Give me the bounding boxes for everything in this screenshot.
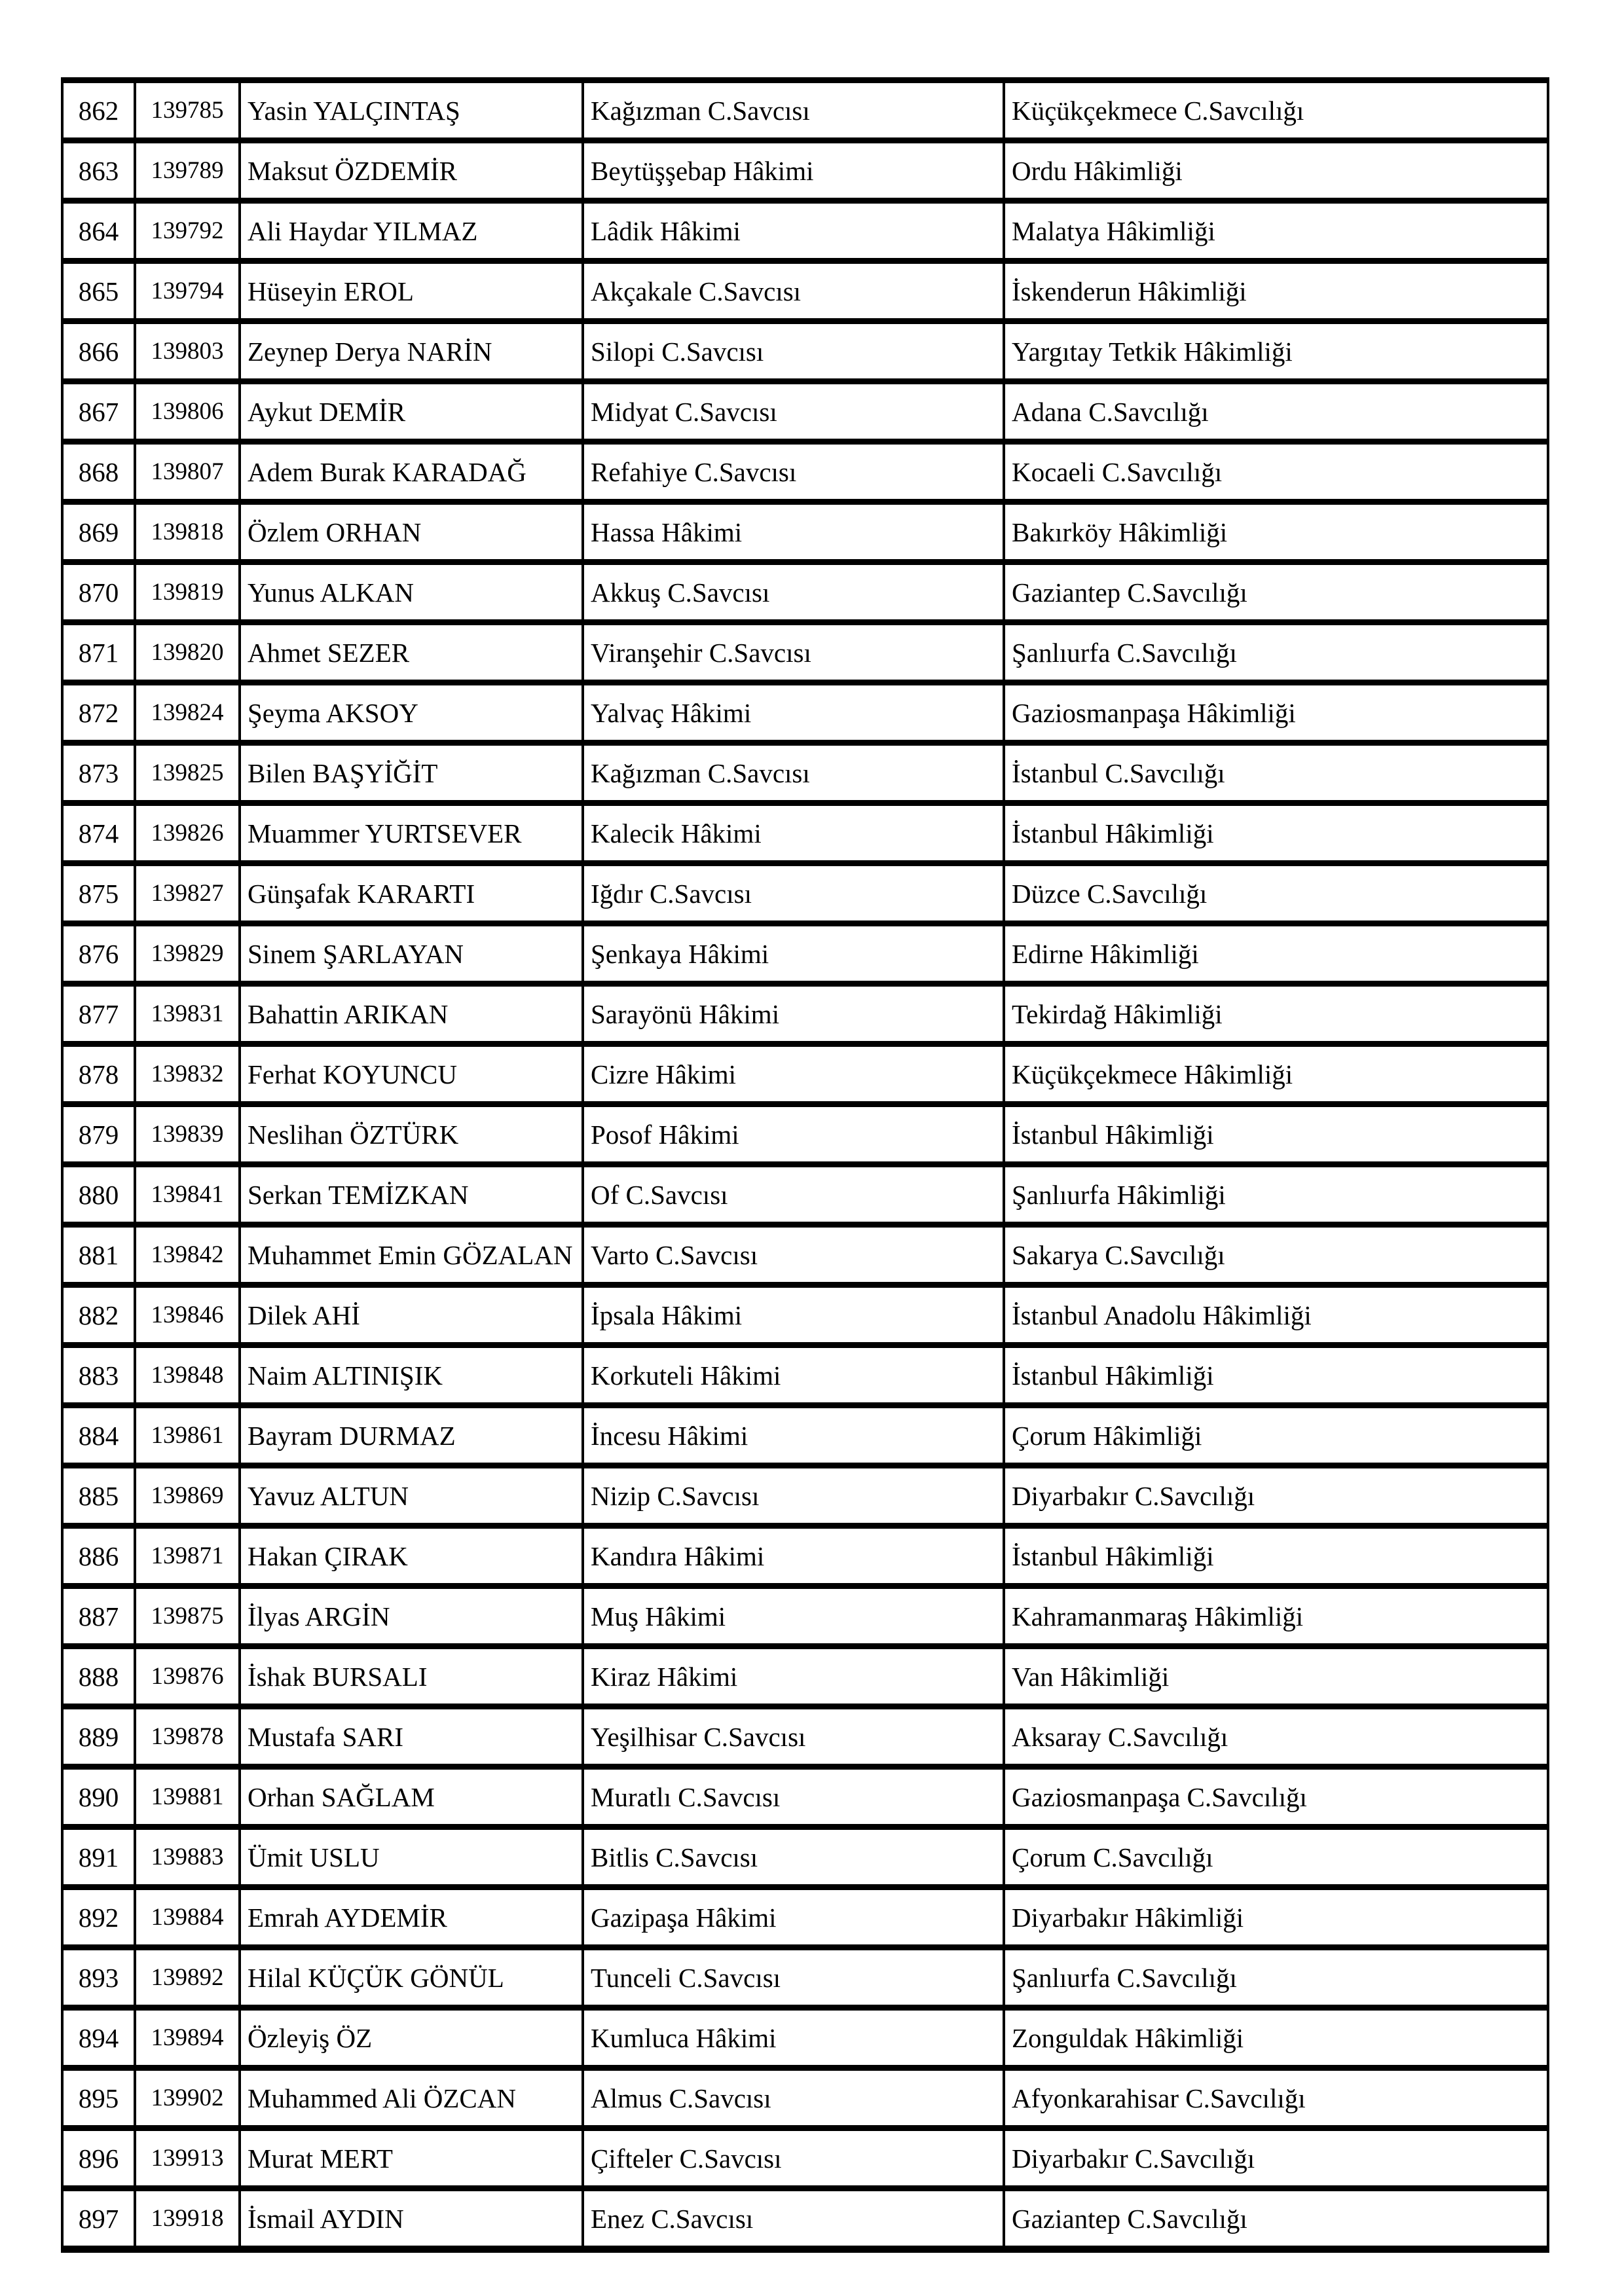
table-row	[62, 2008, 1548, 2068]
current-position: Iğdır C.Savcısı	[583, 864, 1004, 924]
current-position: Çifteler C.Savcısı	[583, 2128, 1004, 2189]
registry-number: 139825	[135, 743, 240, 803]
assignment-table	[61, 77, 1549, 2253]
new-assignment: İstanbul Hâkimliği	[1004, 803, 1548, 864]
new-assignment: Küçükçekmece C.Savcılığı	[1004, 81, 1548, 141]
table-row	[62, 803, 1548, 864]
new-assignment: Malatya Hâkimliği	[1004, 201, 1548, 261]
new-assignment: Van Hâkimliği	[1004, 1647, 1548, 1707]
person-name: Adem Burak KARADAĞ	[240, 442, 583, 502]
registry-number: 139861	[135, 1406, 240, 1466]
registry-number: 139826	[135, 803, 240, 864]
person-name: Muhammet Emin GÖZALAN	[240, 1225, 583, 1285]
current-position: Silopi C.Savcısı	[583, 321, 1004, 382]
table-row	[62, 81, 1548, 141]
person-name: Maksut ÖZDEMİR	[240, 141, 583, 201]
row-number: 893	[62, 1948, 135, 2008]
registry-number: 139827	[135, 864, 240, 924]
person-name: Bilen BAŞYİĞİT	[240, 743, 583, 803]
person-name: İshak BURSALI	[240, 1647, 583, 1707]
person-name: Sinem ŞARLAYAN	[240, 924, 583, 984]
current-position: Kalecik Hâkimi	[583, 803, 1004, 864]
table-row	[62, 623, 1548, 683]
table-row	[62, 2068, 1548, 2128]
row-number: 876	[62, 924, 135, 984]
registry-number: 139894	[135, 2008, 240, 2068]
current-position: Posof Hâkimi	[583, 1104, 1004, 1165]
table-row	[62, 321, 1548, 382]
row-number: 887	[62, 1586, 135, 1647]
row-number: 885	[62, 1466, 135, 1526]
current-position: Varto C.Savcısı	[583, 1225, 1004, 1285]
current-position: Hassa Hâkimi	[583, 502, 1004, 562]
table-row	[62, 382, 1548, 442]
row-number: 892	[62, 1887, 135, 1948]
row-number: 873	[62, 743, 135, 803]
table-row	[62, 924, 1548, 984]
table-row	[62, 2128, 1548, 2189]
registry-number: 139892	[135, 1948, 240, 2008]
person-name: Hakan ÇIRAK	[240, 1526, 583, 1586]
person-name: Yunus ALKAN	[240, 562, 583, 623]
person-name: Bayram DURMAZ	[240, 1406, 583, 1466]
current-position: Akkuş C.Savcısı	[583, 562, 1004, 623]
table-row	[62, 1044, 1548, 1104]
new-assignment: Gaziosmanpaşa Hâkimliği	[1004, 683, 1548, 743]
registry-number: 139789	[135, 141, 240, 201]
person-name: Dilek AHİ	[240, 1285, 583, 1345]
person-name: Muhammed Ali ÖZCAN	[240, 2068, 583, 2128]
new-assignment: Şanlıurfa Hâkimliği	[1004, 1165, 1548, 1225]
current-position: Yalvaç Hâkimi	[583, 683, 1004, 743]
current-position: Kağızman C.Savcısı	[583, 743, 1004, 803]
new-assignment: Yargıtay Tetkik Hâkimliği	[1004, 321, 1548, 382]
registry-number: 139842	[135, 1225, 240, 1285]
registry-number: 139785	[135, 81, 240, 141]
registry-number: 139841	[135, 1165, 240, 1225]
registry-number: 139831	[135, 984, 240, 1044]
row-number: 882	[62, 1285, 135, 1345]
row-number: 869	[62, 502, 135, 562]
new-assignment: İskenderun Hâkimliği	[1004, 261, 1548, 321]
table-row	[62, 1887, 1548, 1948]
row-number: 865	[62, 261, 135, 321]
person-name: Hüseyin EROL	[240, 261, 583, 321]
current-position: Refahiye C.Savcısı	[583, 442, 1004, 502]
registry-number: 139848	[135, 1345, 240, 1406]
person-name: Ferhat KOYUNCU	[240, 1044, 583, 1104]
new-assignment: Diyarbakır Hâkimliği	[1004, 1887, 1548, 1948]
current-position: Sarayönü Hâkimi	[583, 984, 1004, 1044]
row-number: 888	[62, 1647, 135, 1707]
person-name: Yavuz ALTUN	[240, 1466, 583, 1526]
registry-number: 139832	[135, 1044, 240, 1104]
new-assignment: İstanbul Hâkimliği	[1004, 1104, 1548, 1165]
registry-number: 139846	[135, 1285, 240, 1345]
current-position: Cizre Hâkimi	[583, 1044, 1004, 1104]
registry-number: 139829	[135, 924, 240, 984]
row-number: 872	[62, 683, 135, 743]
person-name: Ali Haydar YILMAZ	[240, 201, 583, 261]
registry-number: 139806	[135, 382, 240, 442]
table-row	[62, 1466, 1548, 1526]
person-name: Orhan SAĞLAM	[240, 1767, 583, 1827]
registry-number: 139884	[135, 1887, 240, 1948]
new-assignment: Tekirdağ Hâkimliği	[1004, 984, 1548, 1044]
person-name: Ahmet SEZER	[240, 623, 583, 683]
row-number: 894	[62, 2008, 135, 2068]
row-number: 883	[62, 1345, 135, 1406]
new-assignment: Sakarya C.Savcılığı	[1004, 1225, 1548, 1285]
new-assignment: Kocaeli C.Savcılığı	[1004, 442, 1548, 502]
registry-number: 139871	[135, 1526, 240, 1586]
new-assignment: Gaziantep C.Savcılığı	[1004, 2189, 1548, 2250]
row-number: 868	[62, 442, 135, 502]
person-name: İlyas ARGİN	[240, 1586, 583, 1647]
new-assignment: Adana C.Savcılığı	[1004, 382, 1548, 442]
registry-number: 139794	[135, 261, 240, 321]
current-position: Gazipaşa Hâkimi	[583, 1887, 1004, 1948]
registry-number: 139807	[135, 442, 240, 502]
current-position: İpsala Hâkimi	[583, 1285, 1004, 1345]
person-name: Özlem ORHAN	[240, 502, 583, 562]
row-number: 864	[62, 201, 135, 261]
person-name: Aykut DEMİR	[240, 382, 583, 442]
person-name: Emrah AYDEMİR	[240, 1887, 583, 1948]
table-row	[62, 201, 1548, 261]
new-assignment: Çorum Hâkimliği	[1004, 1406, 1548, 1466]
person-name: Özleyiş ÖZ	[240, 2008, 583, 2068]
new-assignment: İstanbul C.Savcılığı	[1004, 743, 1548, 803]
current-position: Şenkaya Hâkimi	[583, 924, 1004, 984]
row-number: 895	[62, 2068, 135, 2128]
person-name: Muammer YURTSEVER	[240, 803, 583, 864]
registry-number: 139869	[135, 1466, 240, 1526]
current-position: Kumluca Hâkimi	[583, 2008, 1004, 2068]
current-position: Akçakale C.Savcısı	[583, 261, 1004, 321]
current-position: Nizip C.Savcısı	[583, 1466, 1004, 1526]
row-number: 878	[62, 1044, 135, 1104]
registry-number: 139902	[135, 2068, 240, 2128]
registry-number: 139918	[135, 2189, 240, 2250]
current-position: Enez C.Savcısı	[583, 2189, 1004, 2250]
row-number: 866	[62, 321, 135, 382]
table-row	[62, 984, 1548, 1044]
table-row	[62, 1647, 1548, 1707]
new-assignment: Gaziantep C.Savcılığı	[1004, 562, 1548, 623]
new-assignment: Bakırköy Hâkimliği	[1004, 502, 1548, 562]
registry-number: 139803	[135, 321, 240, 382]
row-number: 863	[62, 141, 135, 201]
table-row	[62, 1948, 1548, 2008]
table-row	[62, 1165, 1548, 1225]
registry-number: 139881	[135, 1767, 240, 1827]
person-name: Mustafa SARI	[240, 1707, 583, 1767]
current-position: Kiraz Hâkimi	[583, 1647, 1004, 1707]
current-position: Kandıra Hâkimi	[583, 1526, 1004, 1586]
row-number: 896	[62, 2128, 135, 2189]
person-name: Zeynep Derya NARİN	[240, 321, 583, 382]
row-number: 897	[62, 2189, 135, 2250]
row-number: 886	[62, 1526, 135, 1586]
table-row	[62, 1225, 1548, 1285]
table-row	[62, 1827, 1548, 1887]
person-name: İsmail AYDIN	[240, 2189, 583, 2250]
row-number: 884	[62, 1406, 135, 1466]
new-assignment: Küçükçekmece Hâkimliği	[1004, 1044, 1548, 1104]
new-assignment: Aksaray C.Savcılığı	[1004, 1707, 1548, 1767]
table-row	[62, 1104, 1548, 1165]
table-row	[62, 442, 1548, 502]
row-number: 889	[62, 1707, 135, 1767]
new-assignment: Diyarbakır C.Savcılığı	[1004, 2128, 1548, 2189]
table-row	[62, 502, 1548, 562]
registry-number: 139818	[135, 502, 240, 562]
new-assignment: Şanlıurfa C.Savcılığı	[1004, 623, 1548, 683]
table-row	[62, 1767, 1548, 1827]
new-assignment: İstanbul Hâkimliği	[1004, 1526, 1548, 1586]
new-assignment: Diyarbakır C.Savcılığı	[1004, 1466, 1548, 1526]
table-row	[62, 1526, 1548, 1586]
new-assignment: Zonguldak Hâkimliği	[1004, 2008, 1548, 2068]
person-name: Murat MERT	[240, 2128, 583, 2189]
assignment-table-body	[62, 81, 1548, 2250]
current-position: Viranşehir C.Savcısı	[583, 623, 1004, 683]
person-name: Bahattin ARIKAN	[240, 984, 583, 1044]
table-row	[62, 2189, 1548, 2250]
new-assignment: Ordu Hâkimliği	[1004, 141, 1548, 201]
person-name: Serkan TEMİZKAN	[240, 1165, 583, 1225]
row-number: 879	[62, 1104, 135, 1165]
registry-number: 139792	[135, 201, 240, 261]
row-number: 890	[62, 1767, 135, 1827]
registry-number: 139839	[135, 1104, 240, 1165]
row-number: 880	[62, 1165, 135, 1225]
current-position: Beytüşşebap Hâkimi	[583, 141, 1004, 201]
table-row	[62, 141, 1548, 201]
current-position: Tunceli C.Savcısı	[583, 1948, 1004, 2008]
person-name: Yasin YALÇINTAŞ	[240, 81, 583, 141]
row-number: 891	[62, 1827, 135, 1887]
current-position: İncesu Hâkimi	[583, 1406, 1004, 1466]
table-row	[62, 261, 1548, 321]
row-number: 877	[62, 984, 135, 1044]
registry-number: 139820	[135, 623, 240, 683]
new-assignment: Şanlıurfa C.Savcılığı	[1004, 1948, 1548, 2008]
table-row	[62, 1586, 1548, 1647]
registry-number: 139819	[135, 562, 240, 623]
registry-number: 139876	[135, 1647, 240, 1707]
new-assignment: Çorum C.Savcılığı	[1004, 1827, 1548, 1887]
table-row	[62, 1406, 1548, 1466]
person-name: Ümit USLU	[240, 1827, 583, 1887]
current-position: Muş Hâkimi	[583, 1586, 1004, 1647]
table-row	[62, 1707, 1548, 1767]
current-position: Muratlı C.Savcısı	[583, 1767, 1004, 1827]
person-name: Naim ALTINIŞIK	[240, 1345, 583, 1406]
current-position: Almus C.Savcısı	[583, 2068, 1004, 2128]
registry-number: 139824	[135, 683, 240, 743]
row-number: 867	[62, 382, 135, 442]
new-assignment: Edirne Hâkimliği	[1004, 924, 1548, 984]
row-number: 881	[62, 1225, 135, 1285]
registry-number: 139883	[135, 1827, 240, 1887]
person-name: Hilal KÜÇÜK GÖNÜL	[240, 1948, 583, 2008]
table-row	[62, 864, 1548, 924]
row-number: 875	[62, 864, 135, 924]
current-position: Kağızman C.Savcısı	[583, 81, 1004, 141]
current-position: Of C.Savcısı	[583, 1165, 1004, 1225]
current-position: Midyat C.Savcısı	[583, 382, 1004, 442]
new-assignment: İstanbul Hâkimliği	[1004, 1345, 1548, 1406]
current-position: Korkuteli Hâkimi	[583, 1345, 1004, 1406]
table-row	[62, 1345, 1548, 1406]
new-assignment: İstanbul Anadolu Hâkimliği	[1004, 1285, 1548, 1345]
row-number: 874	[62, 803, 135, 864]
current-position: Lâdik Hâkimi	[583, 201, 1004, 261]
person-name: Neslihan ÖZTÜRK	[240, 1104, 583, 1165]
table-row	[62, 683, 1548, 743]
person-name: Şeyma AKSOY	[240, 683, 583, 743]
table-row	[62, 562, 1548, 623]
current-position: Bitlis C.Savcısı	[583, 1827, 1004, 1887]
person-name: Günşafak KARARTI	[240, 864, 583, 924]
new-assignment: Afyonkarahisar C.Savcılığı	[1004, 2068, 1548, 2128]
row-number: 871	[62, 623, 135, 683]
registry-number: 139913	[135, 2128, 240, 2189]
registry-number: 139878	[135, 1707, 240, 1767]
new-assignment: Kahramanmaraş Hâkimliği	[1004, 1586, 1548, 1647]
new-assignment: Düzce C.Savcılığı	[1004, 864, 1548, 924]
new-assignment: Gaziosmanpaşa C.Savcılığı	[1004, 1767, 1548, 1827]
table-row	[62, 743, 1548, 803]
current-position: Yeşilhisar C.Savcısı	[583, 1707, 1004, 1767]
table-row	[62, 1285, 1548, 1345]
registry-number: 139875	[135, 1586, 240, 1647]
row-number: 870	[62, 562, 135, 623]
row-number: 862	[62, 81, 135, 141]
